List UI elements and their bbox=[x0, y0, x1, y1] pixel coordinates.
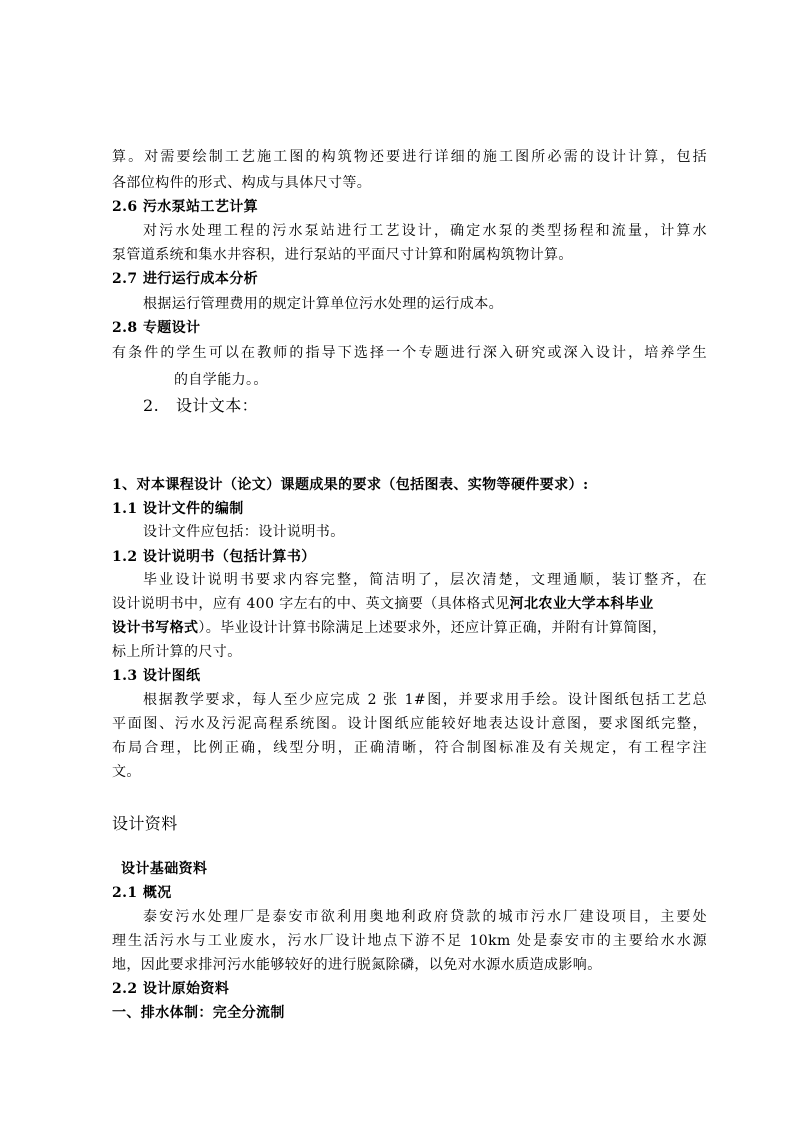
paragraph-line: 泵管道系统和集水井容积，进行泵站的平面尺寸计算和附属构筑物计算。 bbox=[112, 247, 573, 263]
paragraph-text: 设计说明书中，应有 400 字左右的中、英文摘要（具体格式见 bbox=[112, 596, 510, 612]
paragraph-line: 设计文件应包括：设计说明书。 bbox=[143, 524, 345, 540]
emphasis-text: 河北农业大学本科毕业 bbox=[509, 596, 654, 612]
paragraph-line: 各部位构件的形式、构成与具体尺寸等。 bbox=[112, 175, 372, 191]
section-heading: 1.1 设计文件的编制 bbox=[112, 501, 244, 517]
paragraph-line: 布局合理，比例正确，线型分明，正确清晰，符合制图标准及有关规定，有工程字注 bbox=[112, 740, 707, 756]
section-heading: 2.2 设计原始资料 bbox=[112, 981, 230, 997]
paragraph-line: 有条件的学生可以在教师的指导下选择一个专题进行深入研究或深入设计，培养学生 bbox=[112, 345, 707, 361]
section-heading: 设计文本： bbox=[176, 396, 259, 415]
section-heading: 2.6 污水泵站工艺计算 bbox=[112, 199, 259, 215]
section-heading: 1、对本课程设计（论文）课题成果的要求（包括图表、实物等硬件要求）: bbox=[112, 477, 589, 493]
section-heading: 2.1 概况 bbox=[112, 885, 172, 901]
section-heading: 2.7 进行运行成本分析 bbox=[112, 271, 259, 287]
paragraph-line: 泰安污水处理厂是泰安市欲利用奥地利政府贷款的城市污水厂建设项目，主要处 bbox=[143, 909, 707, 925]
section-heading: 2.8 专题设计 bbox=[112, 320, 201, 336]
paragraph-line: 文。 bbox=[112, 764, 141, 780]
paragraph-line: 根据教学要求，每人至少应完成 2 张 1#图，并要求用手绘。设计图纸包括工艺总 bbox=[143, 692, 707, 708]
section-heading: 一、排水体制：完全分流制 bbox=[112, 1005, 285, 1021]
paragraph-line: 的自学能力。。 bbox=[174, 372, 268, 388]
paragraph-line: 平面图、污水及污泥高程系统图。设计图纸应能较好地表达设计意图，要求图纸完整， bbox=[112, 716, 707, 732]
paragraph-line: 地，因此要求排河污水能够较好的进行脱氮除磷，以免对水源水质造成影响。 bbox=[112, 957, 602, 973]
section-title: 设计资料 bbox=[112, 814, 178, 833]
paragraph-line: 算。对需要绘制工艺施工图的构筑物还要进行详细的施工图所必需的设计计算，包括 bbox=[112, 149, 707, 165]
paragraph-line: 标上所计算的尺寸。 bbox=[112, 644, 242, 660]
emphasis-text: 设计书写格式 bbox=[112, 620, 199, 636]
paragraph-line bbox=[112, 618, 712, 638]
paragraph-line: 理生活污水与工业废水，污水厂设计地点下游不足 10km 处是泰安市的主要给水水源 bbox=[112, 933, 707, 949]
section-heading: 1.2 设计说明书（包括计算书） bbox=[112, 549, 316, 565]
paragraph-line: 毕业设计说明书要求内容完整，简洁明了，层次清楚，文理通顺，装订整齐，在 bbox=[143, 572, 707, 588]
section-heading: 1.3 设计图纸 bbox=[112, 668, 201, 684]
list-number: 2. bbox=[143, 396, 160, 415]
paragraph-line: 对污水处理工程的污水泵站进行工艺设计，确定水泵的类型扬程和流量，计算水 bbox=[143, 223, 707, 239]
paragraph-line: 根据运行管理费用的规定计算单位污水处理的运行成本。 bbox=[143, 296, 503, 312]
paragraph-line bbox=[112, 594, 712, 614]
paragraph-text: ）。毕业设计计算书除满足上述要求外，还应计算正确，并附有计算简图， bbox=[198, 620, 667, 636]
section-heading: 设计基础资料 bbox=[121, 861, 208, 877]
